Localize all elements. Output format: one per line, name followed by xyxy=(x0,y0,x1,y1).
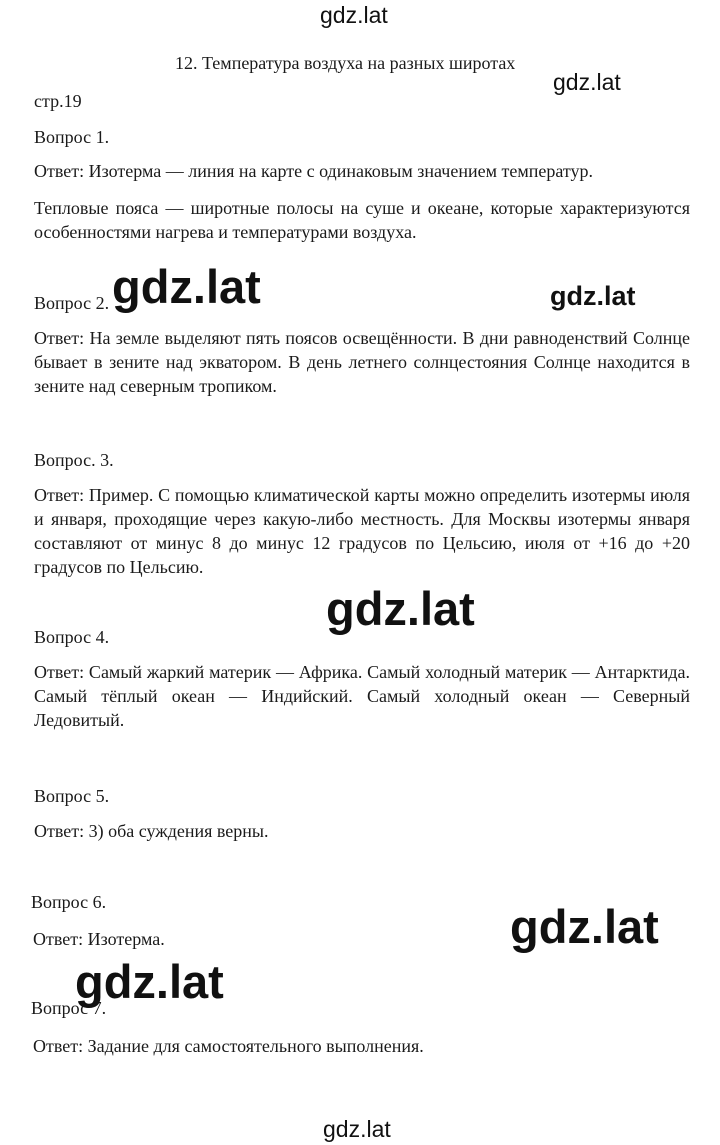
answer-text: Ответ: На земле выделяют пять поясов освещённости. В дни равноденствий Солнце бывает в зените над экватором. В день летнего солнцестояния Солнце находится в зените над северным тропиком. xyxy=(34,328,690,396)
watermark: gdz.lat xyxy=(75,955,224,1008)
answer-text: Ответ: Пример. С помощью климатической карты можно определить изотермы июля и января, проходящие через какую-либо местность. Для Москвы изотермы января составляют от минус 8 до минус 12 градусов по Цельсию, июля от +16 до +20 градусов по Цельсию. xyxy=(34,485,690,577)
answer-text: Ответ: Задание для самостоятельного выполнения. xyxy=(33,1036,424,1056)
answer-text: Ответ: 3) оба суждения верны. xyxy=(34,821,269,841)
question-label: Вопрос 4. xyxy=(34,627,110,647)
question-label: Вопрос 5. xyxy=(34,786,110,806)
answer-text: Ответ: Самый жаркий материк — Африка. Самый холодный материк — Антарктида. Самый тёплый океан — Индийский. Самый холодный океан — Северный Ледовитый. xyxy=(34,662,690,730)
watermark: gdz.lat xyxy=(326,582,475,635)
answer-extra-text: Тепловые пояса — широтные полосы на суше и океане, которые характеризуются особенностями нагрева и температурами воздуха. xyxy=(34,198,690,242)
watermark: gdz.lat xyxy=(323,1116,391,1142)
watermark: gdz.lat xyxy=(550,281,636,311)
watermark: gdz.lat xyxy=(553,69,621,95)
answer-text: Ответ: Изотерма — линия на карте с одинаковым значением температур. xyxy=(34,161,594,181)
watermark: gdz.lat xyxy=(510,900,659,953)
page-reference: стр.19 xyxy=(34,91,82,111)
watermark: gdz.lat xyxy=(112,260,261,313)
question-label: Вопрос. 3. xyxy=(34,450,114,470)
question-label: Вопрос 7. xyxy=(31,998,107,1018)
question-label: Вопрос 2. xyxy=(34,293,110,313)
answer-text: Ответ: Изотерма. xyxy=(33,929,165,949)
question-label: Вопрос 1. xyxy=(34,127,110,147)
question-label: Вопрос 6. xyxy=(31,892,107,912)
watermark: gdz.lat xyxy=(320,2,388,28)
page-title: 12. Температура воздуха на разных широтах xyxy=(175,53,516,73)
